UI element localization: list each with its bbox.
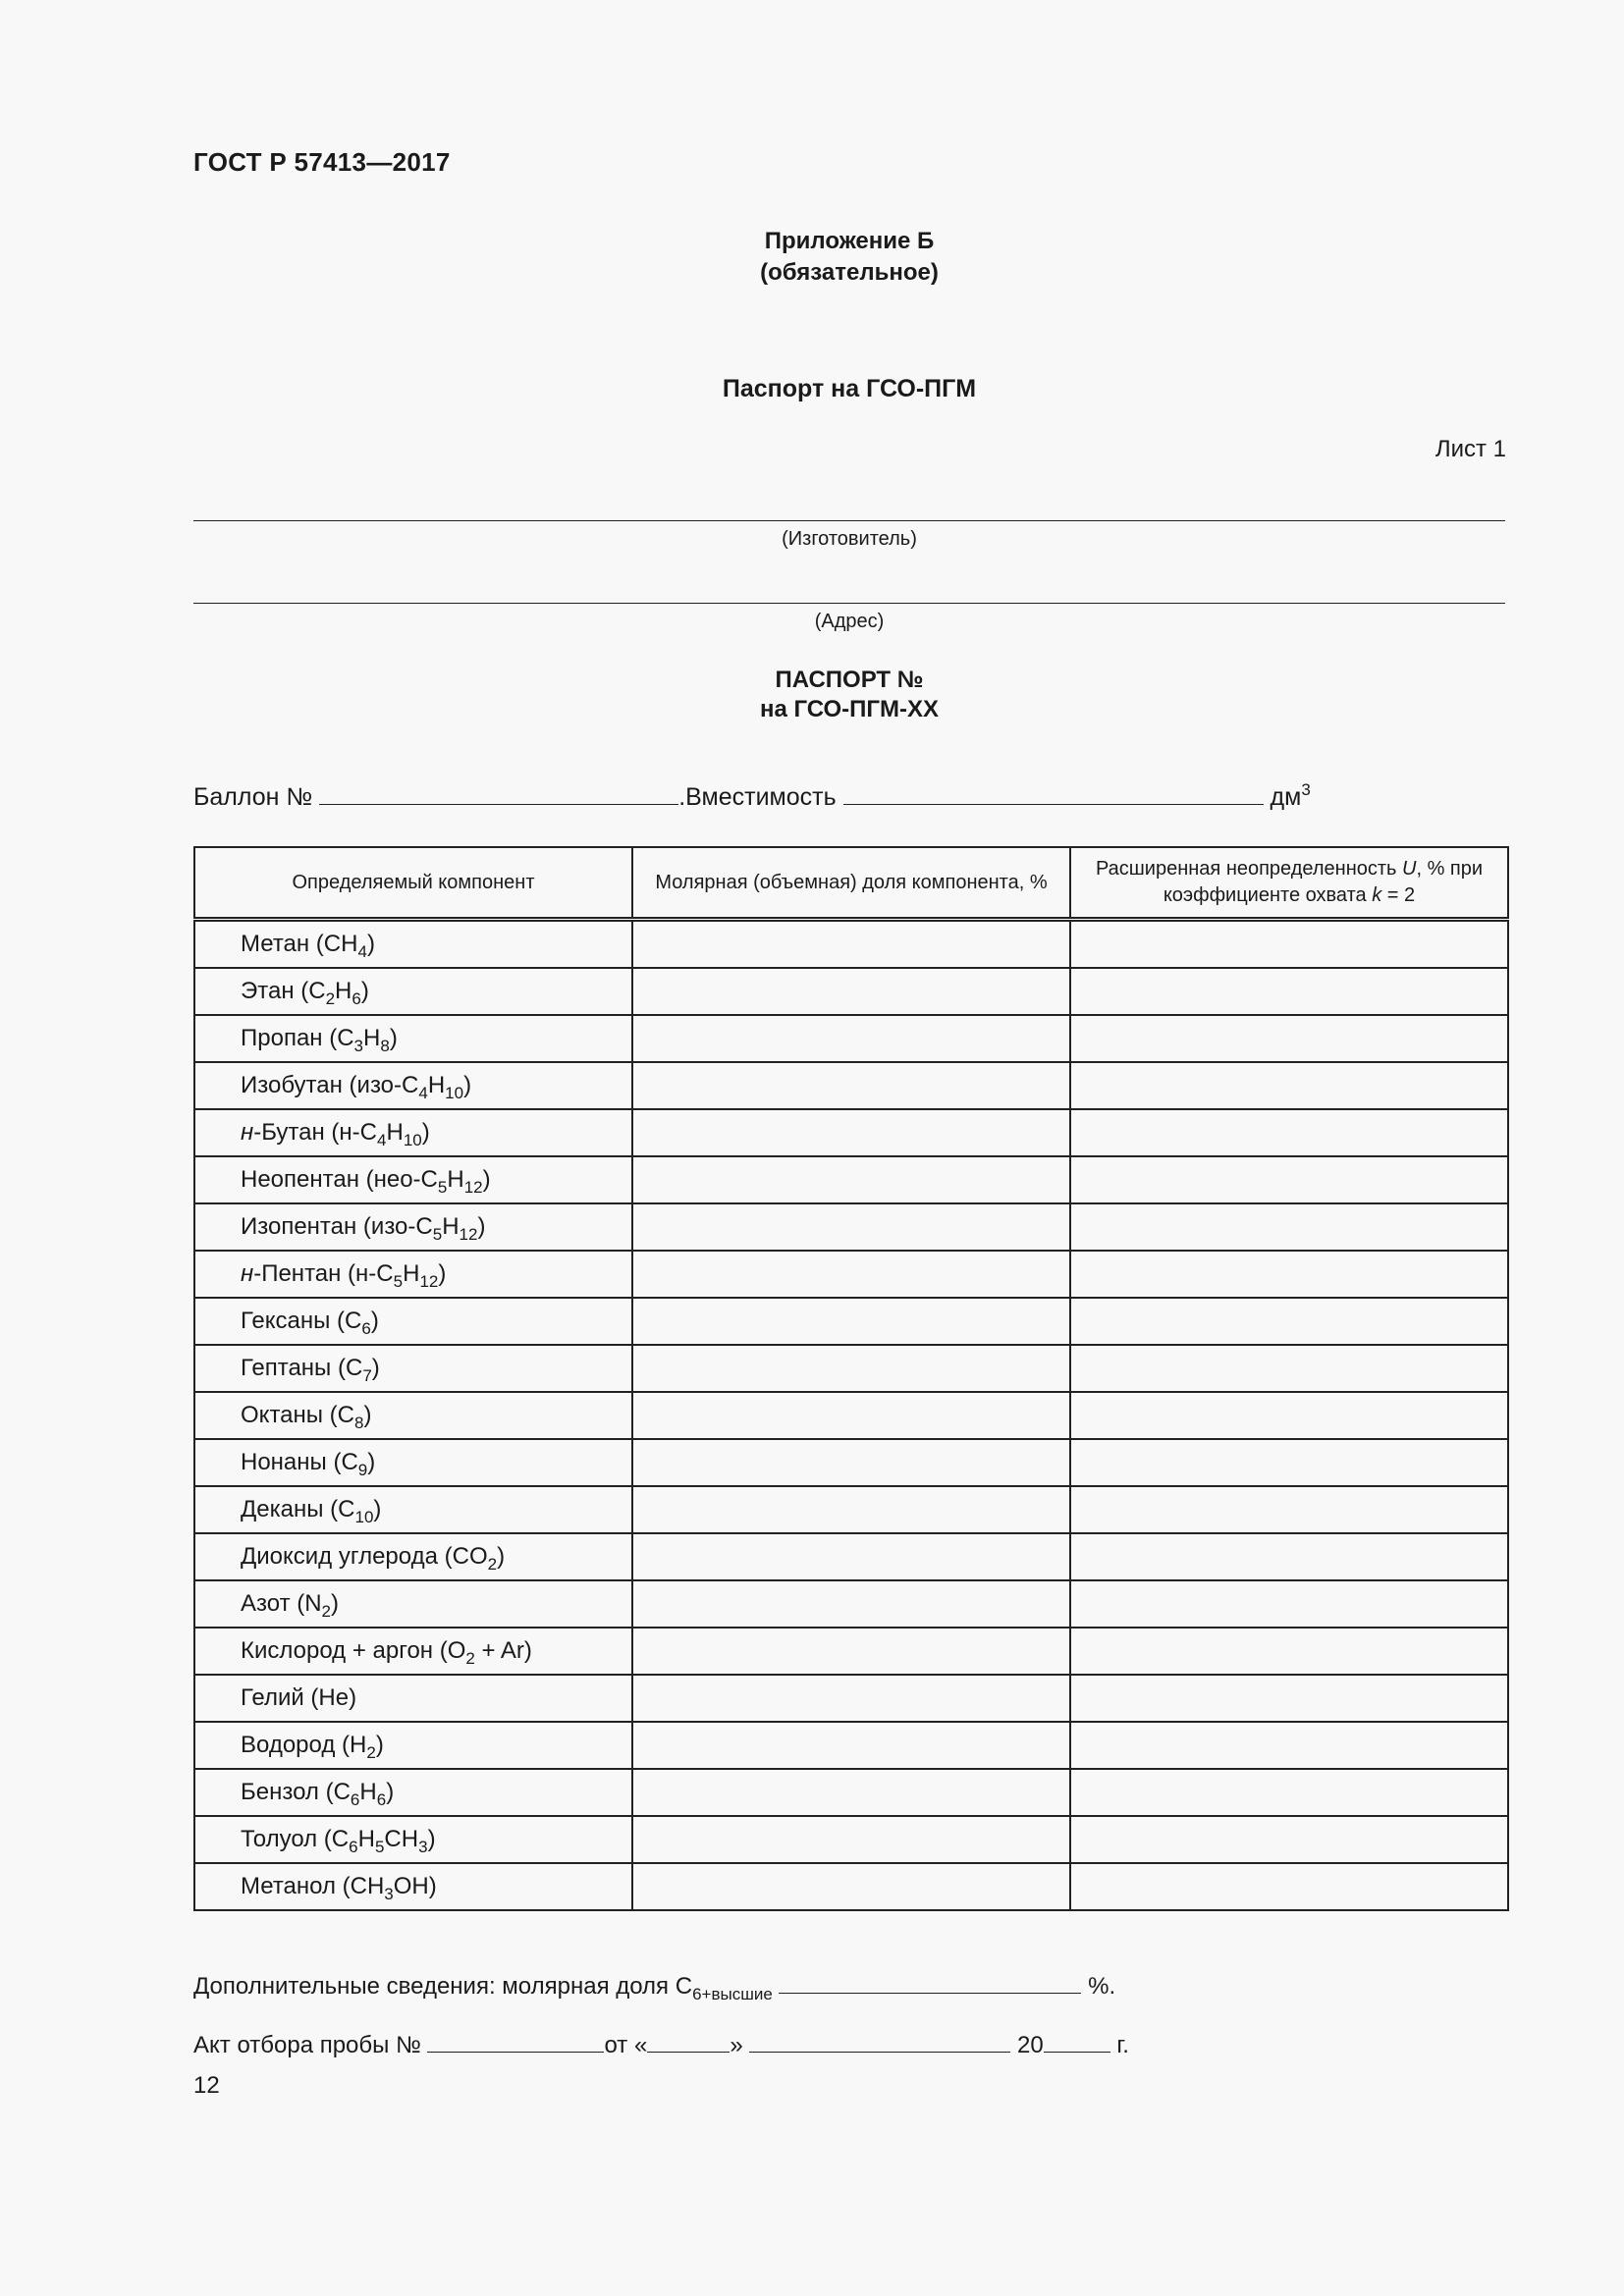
- component-name-part: H: [335, 978, 352, 1004]
- component-name-part: ): [363, 1402, 372, 1428]
- component-name-cell: [194, 1062, 632, 1109]
- component-name-part: 6: [376, 1790, 387, 1809]
- component-name-part: ): [375, 1732, 384, 1758]
- component-name-cell: [194, 1769, 632, 1816]
- act-day-field[interactable]: [647, 2030, 730, 2053]
- additional-info-line: [193, 1971, 1115, 2001]
- sheet-number: Лист 1: [1435, 436, 1506, 462]
- molar-fraction-cell[interactable]: [632, 1769, 1070, 1816]
- appendix-title: [193, 226, 1505, 289]
- component-name-part: 4: [418, 1084, 428, 1102]
- component-name-part: 5: [432, 1225, 443, 1244]
- molar-fraction-cell[interactable]: [632, 1015, 1070, 1062]
- uncertainty-cell[interactable]: [1070, 1675, 1508, 1722]
- uncertainty-cell[interactable]: [1070, 1439, 1508, 1486]
- uncertainty-cell[interactable]: [1070, 968, 1508, 1015]
- component-name-part: 4: [357, 942, 367, 961]
- table-header-row: [194, 847, 1508, 920]
- component-name-part: Гелий (He): [241, 1684, 357, 1711]
- component-name-part: 10: [445, 1084, 464, 1102]
- component-name-part: ): [360, 978, 369, 1004]
- act-month-field[interactable]: [749, 2030, 1010, 2053]
- component-name-part: Диоксид углерода (CO: [241, 1543, 488, 1570]
- component-name-part: 4: [377, 1131, 387, 1149]
- uncertainty-cell[interactable]: [1070, 920, 1508, 969]
- component-name-part: OH): [393, 1873, 437, 1899]
- table-row: [194, 1769, 1508, 1816]
- uncertainty-cell[interactable]: [1070, 1251, 1508, 1298]
- standard-code: ГОСТ Р 57413—2017: [193, 147, 451, 177]
- table-row: [194, 1580, 1508, 1628]
- component-name-part: Деканы (C: [241, 1496, 355, 1522]
- table-row: [194, 1439, 1508, 1486]
- component-name-part: 10: [354, 1508, 374, 1526]
- appendix-status: (обязательное): [760, 259, 939, 286]
- component-name-part: H: [386, 1119, 404, 1146]
- component-name-part: 3: [384, 1885, 394, 1903]
- component-name-part: 6: [350, 1790, 360, 1809]
- table-row: [194, 1203, 1508, 1251]
- capacity-unit: $дм^3$: [1270, 780, 1311, 811]
- header-component: Определяемый компонент: [194, 847, 632, 920]
- table-row: [194, 920, 1508, 969]
- manufacturer-caption: (Изготовитель): [782, 528, 917, 550]
- component-name-cell: [194, 1816, 632, 1863]
- passport-type-label: на ГСО-ПГМ-XX: [759, 696, 940, 722]
- component-name-part: 7: [362, 1366, 372, 1385]
- table-row: [194, 1156, 1508, 1203]
- component-name-part: 12: [419, 1272, 439, 1291]
- component-name-part: Гексаны (C: [241, 1308, 362, 1334]
- table-row: [194, 1486, 1508, 1533]
- uncertainty-cell[interactable]: [1070, 1628, 1508, 1675]
- act-from-label: от «: [604, 2032, 648, 2058]
- component-name-cell: [194, 1015, 632, 1062]
- component-name-part: 2: [487, 1555, 498, 1574]
- header-uncertainty-part: = 2: [1381, 884, 1416, 906]
- component-name-part: Водород (H: [241, 1732, 367, 1758]
- component-name-part: 6: [349, 1838, 358, 1856]
- table-row: [194, 1015, 1508, 1062]
- component-name-part: Метан (CH: [241, 931, 358, 957]
- table-row: [194, 1251, 1508, 1298]
- balloon-number-field[interactable]: [319, 782, 678, 805]
- molar-fraction-cell[interactable]: [632, 1722, 1070, 1769]
- component-name-cell: [194, 1392, 632, 1439]
- component-name-part: -Пентан (н-C: [253, 1260, 394, 1287]
- component-name-part: ): [366, 931, 375, 957]
- table-row: [194, 1863, 1508, 1910]
- component-name-part: Этан (C: [241, 978, 326, 1004]
- molar-fraction-cell[interactable]: [632, 1392, 1070, 1439]
- component-name-cell: [194, 1628, 632, 1675]
- component-name-cell: [194, 1486, 632, 1533]
- additional-info-unit: %.: [1088, 1973, 1116, 2000]
- uncertainty-cell[interactable]: [1070, 1486, 1508, 1533]
- table-row: [194, 1345, 1508, 1392]
- component-name-part: Азот (N: [241, 1590, 322, 1617]
- uncertainty-cell[interactable]: [1070, 1722, 1508, 1769]
- component-name-part: CH: [384, 1826, 419, 1852]
- molar-fraction-cell[interactable]: [632, 1156, 1070, 1203]
- component-name-part: ): [370, 1308, 379, 1334]
- header-uncertainty-part: U: [1402, 858, 1417, 880]
- table-row: [194, 1392, 1508, 1439]
- component-name-cell: [194, 1580, 632, 1628]
- component-name-part: Изобутан (изо-C: [241, 1072, 419, 1098]
- component-name-part: 8: [380, 1037, 390, 1055]
- additional-info-field[interactable]: [779, 1971, 1081, 1994]
- passport-number-label: ПАСПОРТ №: [775, 667, 924, 693]
- table-row: [194, 1109, 1508, 1156]
- component-name-part: 5: [393, 1272, 404, 1291]
- component-name-cell: [194, 968, 632, 1015]
- capacity-field[interactable]: [843, 782, 1264, 805]
- act-label: Акт отбора пробы №: [193, 2032, 421, 2058]
- component-name-part: ): [421, 1119, 430, 1146]
- component-name-cell: [194, 1251, 632, 1298]
- component-name-part: H: [403, 1260, 420, 1287]
- uncertainty-cell[interactable]: [1070, 1580, 1508, 1628]
- component-name-cell: [194, 1298, 632, 1345]
- header-uncertainty-part: Расширенная неопределенность: [1095, 858, 1403, 880]
- molar-fraction-cell[interactable]: [632, 1863, 1070, 1910]
- component-name-part: 3: [353, 1037, 364, 1055]
- additional-info-label: Дополнительные сведения: молярная доля $C_{6+высшие}$: [193, 1973, 773, 2003]
- component-name-part: Пропан (C: [241, 1025, 354, 1051]
- component-name-part: 2: [325, 989, 336, 1008]
- component-name-part: 5: [374, 1838, 385, 1856]
- component-name-part: Гептаны (C: [241, 1355, 363, 1381]
- component-name-part: ): [463, 1072, 472, 1098]
- page-number: 12: [193, 2072, 220, 2099]
- component-name-part: Метанол (CH: [241, 1873, 385, 1899]
- table-row: [194, 1722, 1508, 1769]
- header-uncertainty-part: k: [1372, 884, 1382, 906]
- balloon-label: Баллон №: [193, 783, 313, 811]
- molar-fraction-cell[interactable]: [632, 920, 1070, 969]
- header-molar-fraction: Молярная (объемная) доля компонента, %: [632, 847, 1070, 920]
- table-row: [194, 1533, 1508, 1580]
- components-table: [193, 846, 1509, 1911]
- uncertainty-cell[interactable]: [1070, 1816, 1508, 1863]
- component-name-part: ): [386, 1779, 395, 1805]
- act-year-suffix: г.: [1116, 2032, 1129, 2058]
- component-name-part: ): [371, 1355, 380, 1381]
- table-row: [194, 1675, 1508, 1722]
- component-name-part: ): [497, 1543, 506, 1570]
- header-uncertainty-part: , % при коэффициенте охвата: [1163, 858, 1484, 906]
- component-name-part: 3: [418, 1838, 428, 1856]
- act-quote-close: »: [730, 2032, 743, 2058]
- component-name-part: + Ar): [474, 1637, 532, 1664]
- molar-fraction-cell[interactable]: [632, 1251, 1070, 1298]
- component-name-part: ): [389, 1025, 398, 1051]
- component-name-part: Кислород + аргон (O: [241, 1637, 466, 1664]
- table-row: [194, 1062, 1508, 1109]
- component-name-part: н: [241, 1119, 254, 1146]
- component-name-part: 2: [321, 1602, 332, 1621]
- balloon-line: [193, 782, 1311, 812]
- component-name-cell: [194, 920, 632, 969]
- uncertainty-cell[interactable]: [1070, 1863, 1508, 1910]
- component-name-part: ): [331, 1590, 340, 1617]
- component-name-part: 6: [361, 1319, 371, 1338]
- address-line: [193, 603, 1505, 604]
- table-row: [194, 1298, 1508, 1345]
- component-name-part: Толуол (C: [241, 1826, 350, 1852]
- uncertainty-cell[interactable]: [1070, 1062, 1508, 1109]
- component-name-part: ): [477, 1213, 486, 1240]
- molar-fraction-cell[interactable]: [632, 1345, 1070, 1392]
- component-name-cell: [194, 1675, 632, 1722]
- component-name-part: H: [359, 1779, 377, 1805]
- component-name-part: ): [438, 1260, 447, 1287]
- component-name-part: H: [363, 1025, 381, 1051]
- molar-fraction-cell[interactable]: [632, 1439, 1070, 1486]
- uncertainty-cell[interactable]: [1070, 1203, 1508, 1251]
- component-name-part: 6: [352, 989, 361, 1008]
- molar-fraction-cell[interactable]: [632, 968, 1070, 1015]
- table-row: [194, 1816, 1508, 1863]
- table-row: [194, 968, 1508, 1015]
- molar-fraction-cell[interactable]: [632, 1675, 1070, 1722]
- uncertainty-cell[interactable]: [1070, 1345, 1508, 1392]
- component-name-cell: [194, 1439, 632, 1486]
- molar-fraction-cell[interactable]: [632, 1486, 1070, 1533]
- component-name-part: 12: [463, 1178, 483, 1197]
- act-number-field[interactable]: [427, 2030, 604, 2053]
- act-year-field[interactable]: [1044, 2030, 1110, 2053]
- component-name-part: 10: [403, 1131, 422, 1149]
- molar-fraction-cell[interactable]: [632, 1109, 1070, 1156]
- component-name-part: 2: [366, 1743, 376, 1762]
- molar-fraction-cell[interactable]: [632, 1580, 1070, 1628]
- component-name-part: Бензол (C: [241, 1779, 351, 1805]
- component-name-part: Нонаны (C: [241, 1449, 358, 1475]
- uncertainty-cell[interactable]: [1070, 1392, 1508, 1439]
- component-name-cell: [194, 1203, 632, 1251]
- capacity-label: .Вместимость: [678, 783, 837, 811]
- component-name-cell: [194, 1156, 632, 1203]
- molar-fraction-cell[interactable]: [632, 1062, 1070, 1109]
- component-name-cell: [194, 1533, 632, 1580]
- uncertainty-cell[interactable]: [1070, 1533, 1508, 1580]
- component-name-part: ): [367, 1449, 376, 1475]
- molar-fraction-cell[interactable]: [632, 1816, 1070, 1863]
- uncertainty-cell[interactable]: [1070, 1109, 1508, 1156]
- component-name-part: H: [357, 1826, 375, 1852]
- component-name-part: ): [427, 1826, 436, 1852]
- component-name-cell: [194, 1722, 632, 1769]
- act-year-prefix: 20: [1017, 2032, 1044, 2058]
- appendix-label: Приложение Б: [764, 228, 935, 254]
- header-uncertainty: [1070, 847, 1508, 920]
- component-name-cell: [194, 1863, 632, 1910]
- table-row: [194, 1628, 1508, 1675]
- component-name-part: H: [442, 1213, 460, 1240]
- component-name-part: ): [482, 1166, 491, 1193]
- uncertainty-cell[interactable]: [1070, 1015, 1508, 1062]
- component-name-part: H: [447, 1166, 464, 1193]
- sampling-act-line: [193, 2030, 1129, 2059]
- component-name-part: 12: [459, 1225, 478, 1244]
- component-name-part: H: [427, 1072, 446, 1098]
- component-name-part: Неопентан (нео-C: [241, 1166, 438, 1193]
- passport-number-heading: [193, 666, 1505, 724]
- component-name-part: Изопентан (изо-C: [241, 1213, 433, 1240]
- component-name-part: Октаны (C: [241, 1402, 355, 1428]
- uncertainty-cell[interactable]: [1070, 1769, 1508, 1816]
- component-name-part: -Бутан (н-C: [253, 1119, 377, 1146]
- component-name-part: 5: [437, 1178, 448, 1197]
- page-title: Паспорт на ГСО-ПГМ: [722, 375, 977, 402]
- component-name-part: 8: [354, 1414, 364, 1432]
- manufacturer-line: [193, 520, 1505, 521]
- molar-fraction-cell[interactable]: [632, 1628, 1070, 1675]
- uncertainty-cell[interactable]: [1070, 1298, 1508, 1345]
- component-name-part: 9: [357, 1461, 368, 1479]
- component-name-part: ): [373, 1496, 382, 1522]
- component-name-part: н: [241, 1260, 254, 1287]
- component-name-cell: [194, 1109, 632, 1156]
- molar-fraction-cell[interactable]: [632, 1203, 1070, 1251]
- uncertainty-cell[interactable]: [1070, 1156, 1508, 1203]
- component-name-cell: [194, 1345, 632, 1392]
- component-name-part: 2: [465, 1649, 475, 1668]
- address-caption: (Адрес): [814, 611, 885, 632]
- molar-fraction-cell[interactable]: [632, 1533, 1070, 1580]
- molar-fraction-cell[interactable]: [632, 1298, 1070, 1345]
